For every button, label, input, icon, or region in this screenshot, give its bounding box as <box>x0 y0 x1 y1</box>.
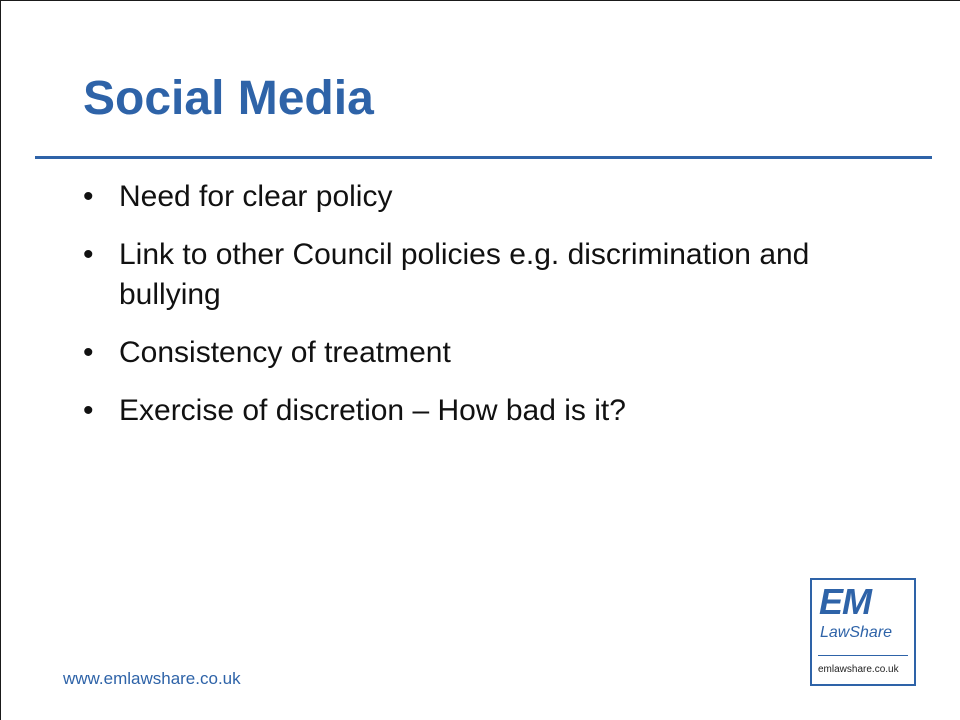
logo-site: emlawshare.co.uk <box>818 664 899 675</box>
title-divider <box>35 156 932 159</box>
bullet-item <box>81 177 861 217</box>
bullet-item <box>81 391 861 431</box>
bullet-icon: • <box>83 238 94 271</box>
footer-website-link[interactable]: www.emlawshare.co.uk <box>63 669 241 688</box>
em-lawshare-logo <box>810 578 916 686</box>
bullet-text: Exercise of discretion – How bad is it? <box>119 394 626 427</box>
logo-mark: EM <box>819 581 871 622</box>
logo-name: LawShare <box>820 624 893 641</box>
slide-title: Social Media <box>83 72 374 125</box>
bullet-item <box>81 235 861 315</box>
bullet-list <box>81 177 861 449</box>
bullet-text: Need for clear policy <box>119 180 393 213</box>
bullet-item <box>81 333 861 373</box>
bullet-icon: • <box>83 336 94 369</box>
logo-divider <box>818 655 908 656</box>
bullet-text: Link to other Council policies e.g. discrimination and bullying <box>119 238 810 311</box>
bullet-icon: • <box>83 180 94 213</box>
bullet-icon: • <box>83 394 94 427</box>
bullet-text: Consistency of treatment <box>119 336 451 369</box>
